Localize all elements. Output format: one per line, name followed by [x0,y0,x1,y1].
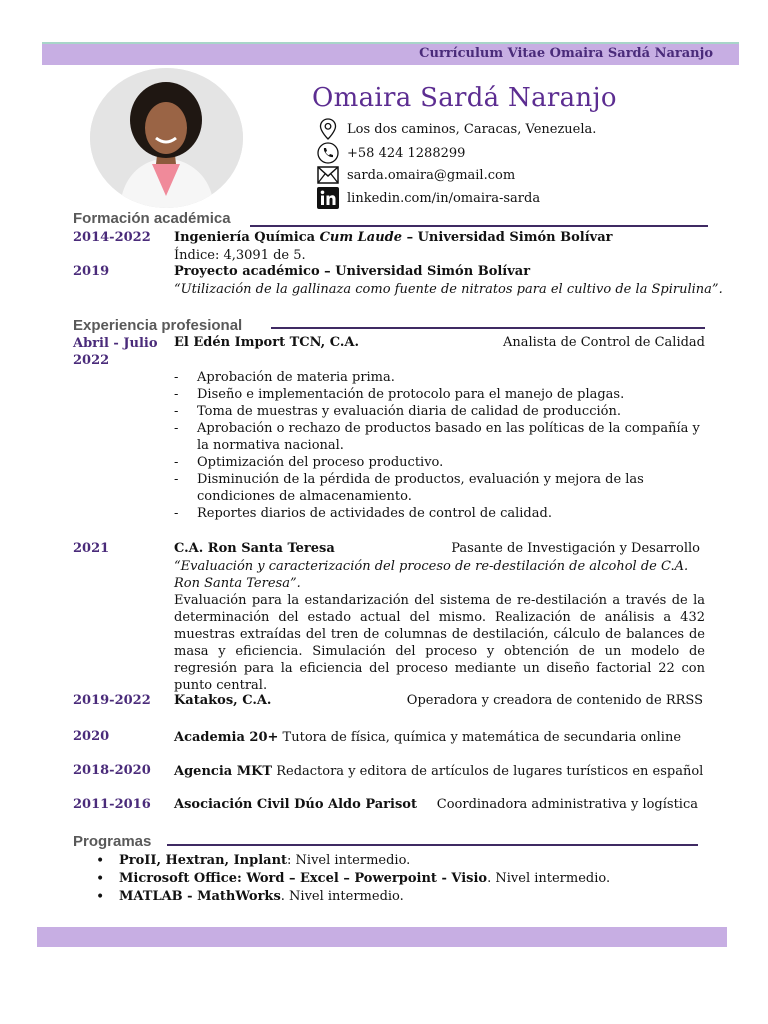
job2-date: 2021 [73,541,110,556]
job4-role: Tutora de física, química y matemática de secundaria online [278,730,682,745]
education-degree-1-honor: Cum Laude [319,230,403,245]
contact-email-text[interactable]: sarda.omaira@gmail.com [347,167,516,183]
education-degree-1 [174,230,612,245]
education-date-1: 2014-2022 [73,230,151,245]
program-item-level: . Nivel intermedio. [487,871,611,886]
job1-duty: - Toma de muestras y evaluación diaria de calidad de producción. [174,403,704,420]
contact-linkedin [316,187,540,209]
job1-duty: - Aprobación o rechazo de productos basado en las políticas de la compañía y la normativa nacional. [174,420,704,454]
job4-date: 2020 [73,729,110,744]
location-pin-icon [316,118,340,140]
program-item [93,852,693,870]
job2-description: Evaluación para la estandarización del sistema de re-destilación a través de la determinación del estado actual del mismo. Realización de análisis a 432 muestras extraídas del tren de columnas de destilación, cálculo de balances de masa y eficiencia. Simulación del proceso y obtención de un modelo de regresión para la eficiencia del proceso mediante un diseño factorial 22 con punto central. [174,593,705,693]
job1-duty: - Aprobación de materia prima. [174,369,704,386]
program-item-level: : Nivel intermedio. [287,853,411,868]
job4-company: Academia 20+ [174,730,279,745]
job4-line [174,729,681,746]
contact-linkedin-text[interactable]: linkedin.com/in/omaira-sarda [347,190,541,206]
education-degree-1-school: – Universidad Simón Bolívar [402,230,613,245]
job2-role: Pasante de Investigación y Desarrollo [451,541,700,556]
job1-company: El Edén Import TCN, C.A. [174,335,359,350]
program-item [93,870,693,888]
job5-company: Agencia MKT [174,764,273,779]
program-item-level: . Nivel intermedio. [280,889,404,904]
profile-photo [90,68,243,208]
programs-section-line [167,844,698,846]
programs-list [93,852,693,906]
envelope-icon [316,164,340,186]
education-gpa: Índice: 4,3091 de 5. [174,248,306,263]
job1-duty: - Diseño e implementación de protocolo para el manejo de plagas. [174,386,704,403]
job3-company: Katakos, C.A. [174,693,272,708]
programs-section-title: Programas [73,833,152,850]
job5-line [174,763,703,780]
portrait-image [90,68,243,208]
education-section-line [250,225,708,227]
job1-duty: - Disminución de la pérdida de productos, evaluación y mejora de las condiciones de almacenamiento. [174,471,704,505]
phone-icon [316,142,340,164]
experience-section-line [271,327,705,329]
candidate-name: Omaira Sardá Naranjo [312,83,617,113]
job3-date: 2019-2022 [73,693,151,708]
program-item-name: Microsoft Office: Word – Excel – Powerpoint - Visio [119,871,488,886]
education-degree-1-name: Ingeniería Química [174,230,320,245]
job1-duties [174,369,704,522]
contact-address [316,118,596,140]
job5-role: Redactora y editora de artículos de lugares turísticos en español [272,764,704,779]
job3-role: Operadora y creadora de contenido de RRSS [406,693,703,708]
program-item-name: MATLAB - MathWorks [119,889,281,904]
contact-phone-text[interactable]: +58 424 1288299 [347,145,466,161]
education-project-title: “Utilización de la gallinaza como fuente de nitratos para el cultivo de la Spirulina”. [174,282,723,297]
job6-role: Coordinadora administrativa y logística [436,797,698,812]
education-project: Proyecto académico – Universidad Simón Bolívar [174,264,531,279]
contact-email [316,164,515,186]
contact-address-text: Los dos caminos, Caracas, Venezuela. [347,121,597,137]
linkedin-icon [316,187,340,209]
program-item-name: ProII, Hextran, Inplant [119,853,288,868]
header-band [42,44,739,65]
job2-project-title: “Evaluación y caracterización del proceso de re-destilación de alcohol de C.A. Ron Santa Teresa”. [174,559,689,591]
job1-date: Abril - Julio 2022 [73,336,158,368]
job5-date: 2018-2020 [73,763,151,778]
header-band-text: Currículum Vitae Omaira Sardá Naranjo [419,46,713,61]
job1-duty: - Optimización del proceso productivo. [174,454,704,471]
job6-date: 2011-2016 [73,797,151,812]
experience-section-title: Experiencia profesional [73,317,243,334]
job1-duty: - Reportes diarios de actividades de control de calidad. [174,505,704,522]
job2-company: C.A. Ron Santa Teresa [174,541,335,556]
contact-phone [316,142,465,164]
program-item [93,888,693,906]
job6-company: Asociación Civil Dúo Aldo Parisot [174,797,417,812]
footer-band [37,927,727,947]
education-date-2: 2019 [73,264,110,279]
job1-role: Analista de Control de Calidad [502,335,705,350]
education-section-title: Formación académica [73,210,231,227]
